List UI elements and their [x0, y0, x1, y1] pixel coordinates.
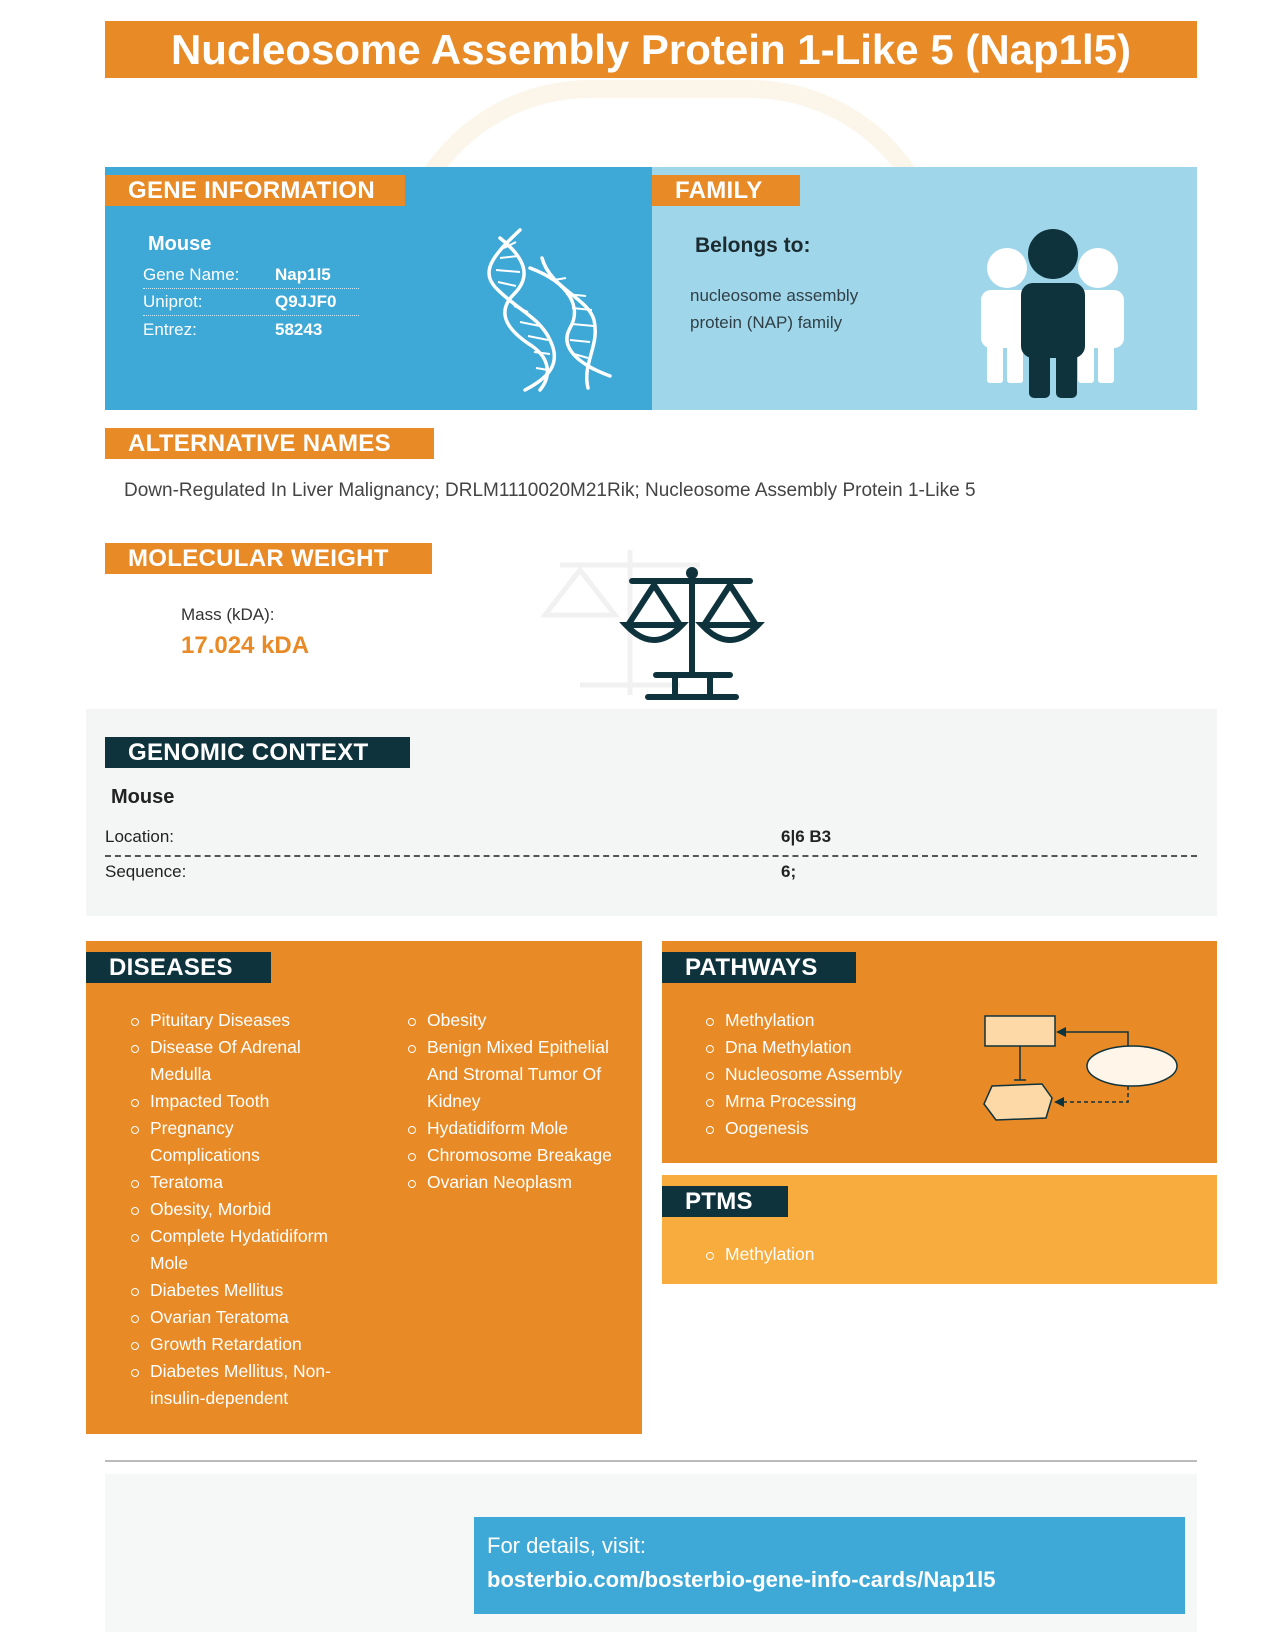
- footer-divider: [105, 1460, 1197, 1462]
- ptms-heading: PTMS: [662, 1186, 788, 1217]
- list-item: Pregnancy Complications: [125, 1115, 345, 1169]
- pathways-heading: PATHWAYS: [662, 952, 856, 983]
- list-item: Benign Mixed Epithelial And Stromal Tumor Of Kidney: [402, 1034, 627, 1115]
- gene-info-table: [143, 262, 359, 343]
- diseases-list-col1: [125, 1007, 345, 1412]
- genomic-divider: [105, 855, 1197, 857]
- genomic-context-heading: GENOMIC CONTEXT: [105, 737, 410, 768]
- list-item: Diabetes Mellitus, Non-insulin-dependent: [125, 1358, 345, 1412]
- uniprot-row: [143, 289, 359, 316]
- mass-label: Mass (kDA):: [181, 605, 275, 624]
- list-item: Dna Methylation: [700, 1034, 960, 1061]
- location-row: [105, 823, 1197, 853]
- family-belongs-label: Belongs to:: [695, 234, 811, 257]
- family-heading: FAMILY: [652, 175, 800, 206]
- list-item: Growth Retardation: [125, 1331, 345, 1358]
- gene-name-row: [143, 262, 359, 289]
- list-item: Nucleosome Assembly: [700, 1061, 960, 1088]
- uniprot-value: Q9JJF0: [275, 292, 337, 311]
- entrez-row: [143, 316, 359, 343]
- uniprot-label: Uniprot:: [143, 292, 203, 311]
- list-item: Chromosome Breakage: [402, 1142, 627, 1169]
- list-item: Complete Hydatidiform Mole: [125, 1223, 345, 1277]
- people-icon: [975, 228, 1130, 400]
- list-item: Hydatidiform Mole: [402, 1115, 627, 1142]
- list-item: Methylation: [700, 1007, 960, 1034]
- list-item: Methylation: [700, 1241, 960, 1268]
- details-label: For details, visit:: [487, 1533, 646, 1558]
- mass-value: 17.024 kDA: [181, 632, 310, 659]
- sequence-row: [105, 858, 1197, 888]
- list-item: Pituitary Diseases: [125, 1007, 345, 1034]
- list-item: Disease Of Adrenal Medulla: [125, 1034, 345, 1088]
- scale-icon: [540, 545, 770, 705]
- diseases-heading: DISEASES: [86, 952, 271, 983]
- list-item: Mrna Processing: [700, 1088, 960, 1115]
- details-link-box[interactable]: [474, 1517, 1185, 1614]
- list-item: Ovarian Neoplasm: [402, 1169, 627, 1196]
- entrez-value: 58243: [275, 319, 323, 339]
- sequence-value: 6;: [781, 862, 797, 881]
- gene-name-value: Nap1l5: [275, 265, 331, 284]
- alt-names-heading: ALTERNATIVE NAMES: [105, 428, 434, 459]
- list-item: Oogenesis: [700, 1115, 960, 1142]
- gene-name-label: Gene Name:: [143, 265, 240, 284]
- location-value: 6|6 B3: [781, 827, 832, 846]
- pathway-diagram-icon: [980, 1010, 1180, 1125]
- list-item: Diabetes Mellitus: [125, 1277, 345, 1304]
- list-item: Teratoma: [125, 1169, 345, 1196]
- pathways-list: [700, 1007, 960, 1142]
- list-item: Obesity, Morbid: [125, 1196, 345, 1223]
- list-item: Impacted Tooth: [125, 1088, 345, 1115]
- genomic-species: Mouse: [111, 786, 175, 808]
- mol-weight-heading: MOLECULAR WEIGHT: [105, 543, 432, 574]
- details-link[interactable]: bosterbio.com/bosterbio-gene-info-cards/Nap1l5: [487, 1567, 996, 1592]
- sequence-label: Sequence:: [105, 862, 187, 881]
- gene-info-species: Mouse: [148, 233, 212, 255]
- gene-info-heading: GENE INFORMATION: [105, 175, 405, 206]
- entrez-label: Entrez:: [143, 319, 197, 339]
- diseases-list-col2: [402, 1007, 627, 1196]
- alt-names-text: Down-Regulated In Liver Malignancy; DRLM1110020M21Rik; Nucleosome Assembly Protein 1-Like 5: [124, 480, 976, 501]
- ptms-list: [700, 1241, 960, 1268]
- location-label: Location:: [105, 827, 174, 846]
- dna-icon: [470, 228, 620, 393]
- family-name-text: nucleosome assembly protein (NAP) family: [690, 286, 859, 332]
- list-item: Ovarian Teratoma: [125, 1304, 345, 1331]
- list-item: Obesity: [402, 1007, 627, 1034]
- page-title: Nucleosome Assembly Protein 1-Like 5 (Nap1l5): [105, 21, 1197, 78]
